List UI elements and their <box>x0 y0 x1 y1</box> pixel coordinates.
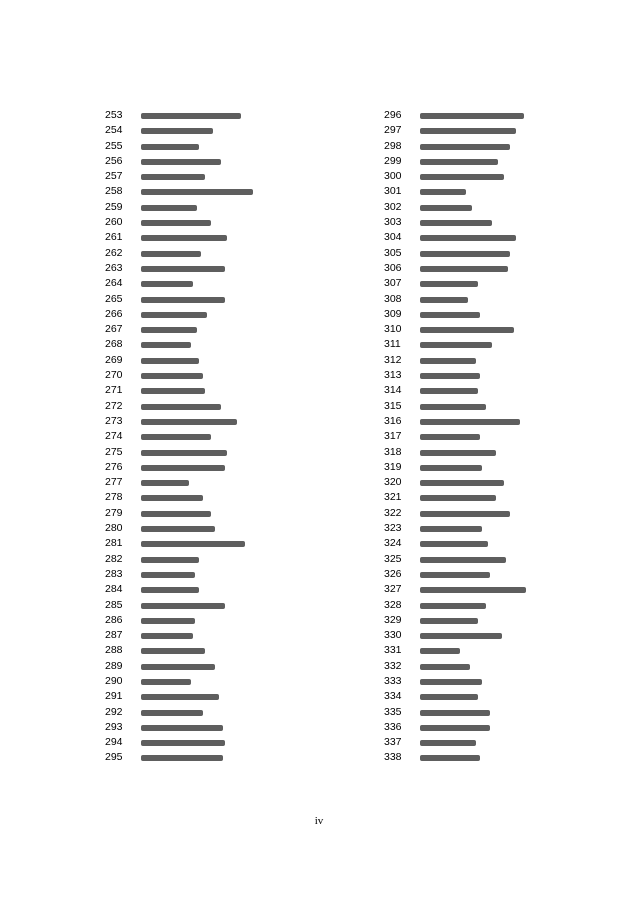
entry-title-lettering <box>420 511 510 517</box>
entry-title-lettering <box>420 388 478 394</box>
entry-number: 276 <box>105 460 123 473</box>
entry-number: 335 <box>384 705 402 718</box>
entry-number: 262 <box>105 246 123 259</box>
entry-title-lettering <box>420 174 504 180</box>
entry-number: 326 <box>384 567 402 580</box>
entry-number: 278 <box>105 491 123 504</box>
entry-number: 267 <box>105 323 123 336</box>
entry-number: 317 <box>384 430 402 443</box>
entry-title-lettering <box>141 740 225 746</box>
entry-title-lettering <box>141 297 225 303</box>
index-entry <box>105 735 335 750</box>
entry-number: 305 <box>384 246 402 259</box>
index-entry <box>105 750 335 765</box>
index-entry <box>105 307 335 322</box>
index-entry <box>105 337 335 352</box>
index-entry <box>384 139 614 154</box>
entry-title-lettering <box>420 495 496 501</box>
entry-number: 325 <box>384 552 402 565</box>
entry-number: 337 <box>384 736 402 749</box>
page-number: iv <box>314 815 324 827</box>
index-entry <box>105 123 335 138</box>
index-entry <box>105 567 335 582</box>
entry-number: 273 <box>105 414 123 427</box>
entry-number: 261 <box>105 231 123 244</box>
entry-title-lettering <box>420 251 510 257</box>
entry-number: 284 <box>105 583 123 596</box>
index-entry <box>105 674 335 689</box>
entry-number: 323 <box>384 522 402 535</box>
index-entry <box>384 154 614 169</box>
entry-number: 277 <box>105 476 123 489</box>
index-entry <box>105 445 335 460</box>
entry-number: 315 <box>384 399 402 412</box>
entry-title-lettering <box>420 541 488 547</box>
entry-number: 256 <box>105 154 123 167</box>
entry-number: 258 <box>105 185 123 198</box>
entry-title-lettering <box>420 266 508 272</box>
index-entry <box>105 215 335 230</box>
entry-number: 336 <box>384 720 402 733</box>
entry-number: 265 <box>105 292 123 305</box>
entry-number: 301 <box>384 185 402 198</box>
index-entry <box>105 139 335 154</box>
entry-title-lettering <box>420 694 478 700</box>
entry-title-lettering <box>420 710 490 716</box>
entry-title-lettering <box>420 113 524 119</box>
entry-number: 297 <box>384 124 402 137</box>
entry-title-lettering <box>141 266 225 272</box>
index-entry <box>384 230 614 245</box>
entry-number: 279 <box>105 506 123 519</box>
index-entry <box>105 429 335 444</box>
index-entry <box>105 598 335 613</box>
entry-title-lettering <box>420 450 496 456</box>
index-entry <box>384 750 614 765</box>
entry-number: 307 <box>384 277 402 290</box>
index-entry <box>384 735 614 750</box>
entry-title-lettering <box>141 618 195 624</box>
entry-number: 321 <box>384 491 402 504</box>
entry-title-lettering <box>420 740 476 746</box>
entry-number: 324 <box>384 537 402 550</box>
entry-title-lettering <box>141 648 205 654</box>
index-entry <box>105 705 335 720</box>
entry-number: 293 <box>105 720 123 733</box>
entry-title-lettering <box>141 235 227 241</box>
entry-title-lettering <box>420 312 480 318</box>
entry-title-lettering <box>141 694 219 700</box>
entry-number: 255 <box>105 139 123 152</box>
entry-title-lettering <box>141 220 211 226</box>
index-entry <box>384 215 614 230</box>
entry-number: 334 <box>384 690 402 703</box>
entry-title-lettering <box>141 465 225 471</box>
entry-number: 303 <box>384 216 402 229</box>
index-entry <box>384 399 614 414</box>
entry-number: 308 <box>384 292 402 305</box>
index-entry <box>384 628 614 643</box>
entry-title-lettering <box>141 664 215 670</box>
index-entry <box>105 383 335 398</box>
entry-title-lettering <box>141 373 203 379</box>
index-entry <box>105 613 335 628</box>
entry-title-lettering <box>141 189 253 195</box>
entry-number: 330 <box>384 629 402 642</box>
index-entry <box>105 689 335 704</box>
entry-number: 274 <box>105 430 123 443</box>
index-entry <box>105 261 335 276</box>
entry-number: 295 <box>105 751 123 764</box>
entry-title-lettering <box>420 633 502 639</box>
entry-title-lettering <box>141 541 245 547</box>
entry-number: 298 <box>384 139 402 152</box>
entry-number: 327 <box>384 583 402 596</box>
index-column-left <box>105 108 335 766</box>
entry-title-lettering <box>420 679 482 685</box>
entry-title-lettering <box>420 342 492 348</box>
index-entry <box>384 720 614 735</box>
entry-number: 322 <box>384 506 402 519</box>
entry-title-lettering <box>141 358 199 364</box>
entry-number: 313 <box>384 369 402 382</box>
entry-number: 299 <box>384 154 402 167</box>
index-entry <box>384 536 614 551</box>
index-entry <box>384 659 614 674</box>
entry-title-lettering <box>141 404 221 410</box>
index-entry <box>384 490 614 505</box>
entry-title-lettering <box>141 434 211 440</box>
entry-title-lettering <box>420 603 486 609</box>
index-entry <box>384 643 614 658</box>
entry-title-lettering <box>141 281 193 287</box>
index-entry <box>384 445 614 460</box>
entry-number: 311 <box>384 338 401 351</box>
entry-title-lettering <box>141 251 201 257</box>
entry-number: 318 <box>384 445 402 458</box>
entry-title-lettering <box>141 495 203 501</box>
entry-number: 294 <box>105 736 123 749</box>
entry-number: 260 <box>105 216 123 229</box>
entry-number: 304 <box>384 231 402 244</box>
entry-title-lettering <box>141 205 197 211</box>
index-entry <box>105 720 335 735</box>
entry-title-lettering <box>141 312 207 318</box>
entry-number: 296 <box>384 109 402 121</box>
entry-number: 254 <box>105 124 123 137</box>
entry-number: 290 <box>105 674 123 687</box>
index-entry <box>105 154 335 169</box>
index-entry <box>105 582 335 597</box>
entry-number: 319 <box>384 460 402 473</box>
entry-number: 253 <box>105 109 123 121</box>
index-entry <box>384 383 614 398</box>
entry-title-lettering <box>141 113 241 119</box>
entry-number: 314 <box>384 384 402 397</box>
index-entry <box>384 276 614 291</box>
index-entry <box>384 475 614 490</box>
index-entry <box>384 123 614 138</box>
entry-title-lettering <box>420 419 520 425</box>
entry-title-lettering <box>141 342 191 348</box>
entry-number: 268 <box>105 338 123 351</box>
entry-number: 306 <box>384 261 402 274</box>
index-entry <box>105 169 335 184</box>
entry-title-lettering <box>420 526 482 532</box>
entry-title-lettering <box>420 373 480 379</box>
entry-number: 281 <box>105 537 123 550</box>
entry-number: 302 <box>384 200 402 213</box>
index-entry <box>384 169 614 184</box>
entry-title-lettering <box>420 327 514 333</box>
entry-title-lettering <box>420 725 490 731</box>
index-entry <box>105 521 335 536</box>
index-entry <box>384 674 614 689</box>
index-entry <box>105 292 335 307</box>
index-entry <box>105 108 335 123</box>
entry-title-lettering <box>141 603 225 609</box>
index-entry <box>384 261 614 276</box>
index-entry <box>384 307 614 322</box>
index-entry <box>105 353 335 368</box>
entry-title-lettering <box>141 327 197 333</box>
entry-number: 266 <box>105 307 123 320</box>
entry-number: 288 <box>105 644 123 657</box>
entry-number: 331 <box>384 644 402 657</box>
entry-number: 312 <box>384 353 402 366</box>
index-entry <box>105 399 335 414</box>
entry-title-lettering <box>420 664 470 670</box>
entry-number: 272 <box>105 399 123 412</box>
index-entry <box>384 613 614 628</box>
index-entry <box>105 552 335 567</box>
entry-title-lettering <box>141 710 203 716</box>
entry-number: 309 <box>384 307 402 320</box>
entry-title-lettering <box>141 679 191 685</box>
entry-number: 316 <box>384 414 402 427</box>
entry-number: 263 <box>105 261 123 274</box>
entry-number: 320 <box>384 476 402 489</box>
entry-title-lettering <box>420 648 460 654</box>
index-entry <box>384 705 614 720</box>
entry-number: 310 <box>384 323 402 336</box>
index-entry <box>105 414 335 429</box>
entry-number: 280 <box>105 522 123 535</box>
entry-title-lettering <box>420 144 510 150</box>
entry-title-lettering <box>141 388 205 394</box>
index-entry <box>384 552 614 567</box>
entry-number: 289 <box>105 659 123 672</box>
entry-title-lettering <box>141 557 199 563</box>
entry-number: 271 <box>105 384 123 397</box>
index-entry <box>384 582 614 597</box>
entry-title-lettering <box>141 633 193 639</box>
entry-number: 332 <box>384 659 402 672</box>
entry-title-lettering <box>141 755 223 761</box>
entry-number: 333 <box>384 674 402 687</box>
entry-title-lettering <box>141 159 221 165</box>
index-entry <box>105 506 335 521</box>
index-entry <box>384 353 614 368</box>
entry-number: 264 <box>105 277 123 290</box>
entry-title-lettering <box>420 358 476 364</box>
entry-title-lettering <box>141 419 237 425</box>
entry-title-lettering <box>141 450 227 456</box>
entry-title-lettering <box>420 128 516 134</box>
index-entry <box>384 368 614 383</box>
entry-title-lettering <box>420 281 478 287</box>
index-entry <box>105 643 335 658</box>
index-entry <box>384 429 614 444</box>
index-entry <box>384 200 614 215</box>
index-entry <box>105 322 335 337</box>
index-entry <box>105 368 335 383</box>
entry-title-lettering <box>420 572 490 578</box>
index-entry <box>384 337 614 352</box>
entry-title-lettering <box>141 144 199 150</box>
index-entry <box>384 460 614 475</box>
index-entry <box>384 598 614 613</box>
entry-number: 257 <box>105 170 123 183</box>
entry-number: 275 <box>105 445 123 458</box>
entry-title-lettering <box>141 174 205 180</box>
entry-title-lettering <box>141 480 189 486</box>
index-entry <box>105 460 335 475</box>
entry-title-lettering <box>420 465 482 471</box>
index-entry <box>105 490 335 505</box>
index-entry <box>105 230 335 245</box>
entry-number: 270 <box>105 369 123 382</box>
entry-title-lettering <box>141 572 195 578</box>
index-entry <box>384 184 614 199</box>
entry-number: 329 <box>384 613 402 626</box>
entry-number: 328 <box>384 598 402 611</box>
entry-title-lettering <box>420 480 504 486</box>
entry-title-lettering <box>420 434 480 440</box>
entry-title-lettering <box>420 189 466 195</box>
index-entry <box>105 659 335 674</box>
index-entry <box>384 689 614 704</box>
entry-title-lettering <box>420 557 506 563</box>
index-entry <box>384 246 614 261</box>
entry-title-lettering <box>141 511 211 517</box>
index-entry <box>105 246 335 261</box>
entry-title-lettering <box>141 725 223 731</box>
entry-title-lettering <box>420 297 468 303</box>
entry-number: 285 <box>105 598 123 611</box>
entry-title-lettering <box>420 618 478 624</box>
index-entry <box>384 567 614 582</box>
index-entry <box>105 200 335 215</box>
entry-title-lettering <box>420 220 492 226</box>
index-entry <box>384 521 614 536</box>
entry-title-lettering <box>420 587 526 593</box>
entry-number: 282 <box>105 552 123 565</box>
entry-title-lettering <box>141 526 215 532</box>
index-entry <box>105 536 335 551</box>
entry-number: 259 <box>105 200 123 213</box>
index-entry <box>384 322 614 337</box>
entry-number: 269 <box>105 353 123 366</box>
index-entry <box>105 184 335 199</box>
index-entry <box>384 506 614 521</box>
index-entry <box>384 292 614 307</box>
entry-title-lettering <box>420 159 498 165</box>
entry-number: 292 <box>105 705 123 718</box>
entry-title-lettering <box>420 235 516 241</box>
entry-number: 300 <box>384 170 402 183</box>
entry-title-lettering <box>420 404 486 410</box>
entry-number: 286 <box>105 613 123 626</box>
index-entry <box>105 475 335 490</box>
index-column-right <box>384 108 614 766</box>
index-entry <box>105 276 335 291</box>
entry-title-lettering <box>420 205 472 211</box>
index-entry <box>384 414 614 429</box>
entry-title-lettering <box>141 128 213 134</box>
index-entry <box>105 628 335 643</box>
entry-number: 283 <box>105 567 123 580</box>
index-entry <box>384 108 614 123</box>
entry-title-lettering <box>420 755 480 761</box>
entry-number: 287 <box>105 629 123 642</box>
entry-number: 338 <box>384 751 402 764</box>
entry-title-lettering <box>141 587 199 593</box>
entry-number: 291 <box>105 690 123 703</box>
